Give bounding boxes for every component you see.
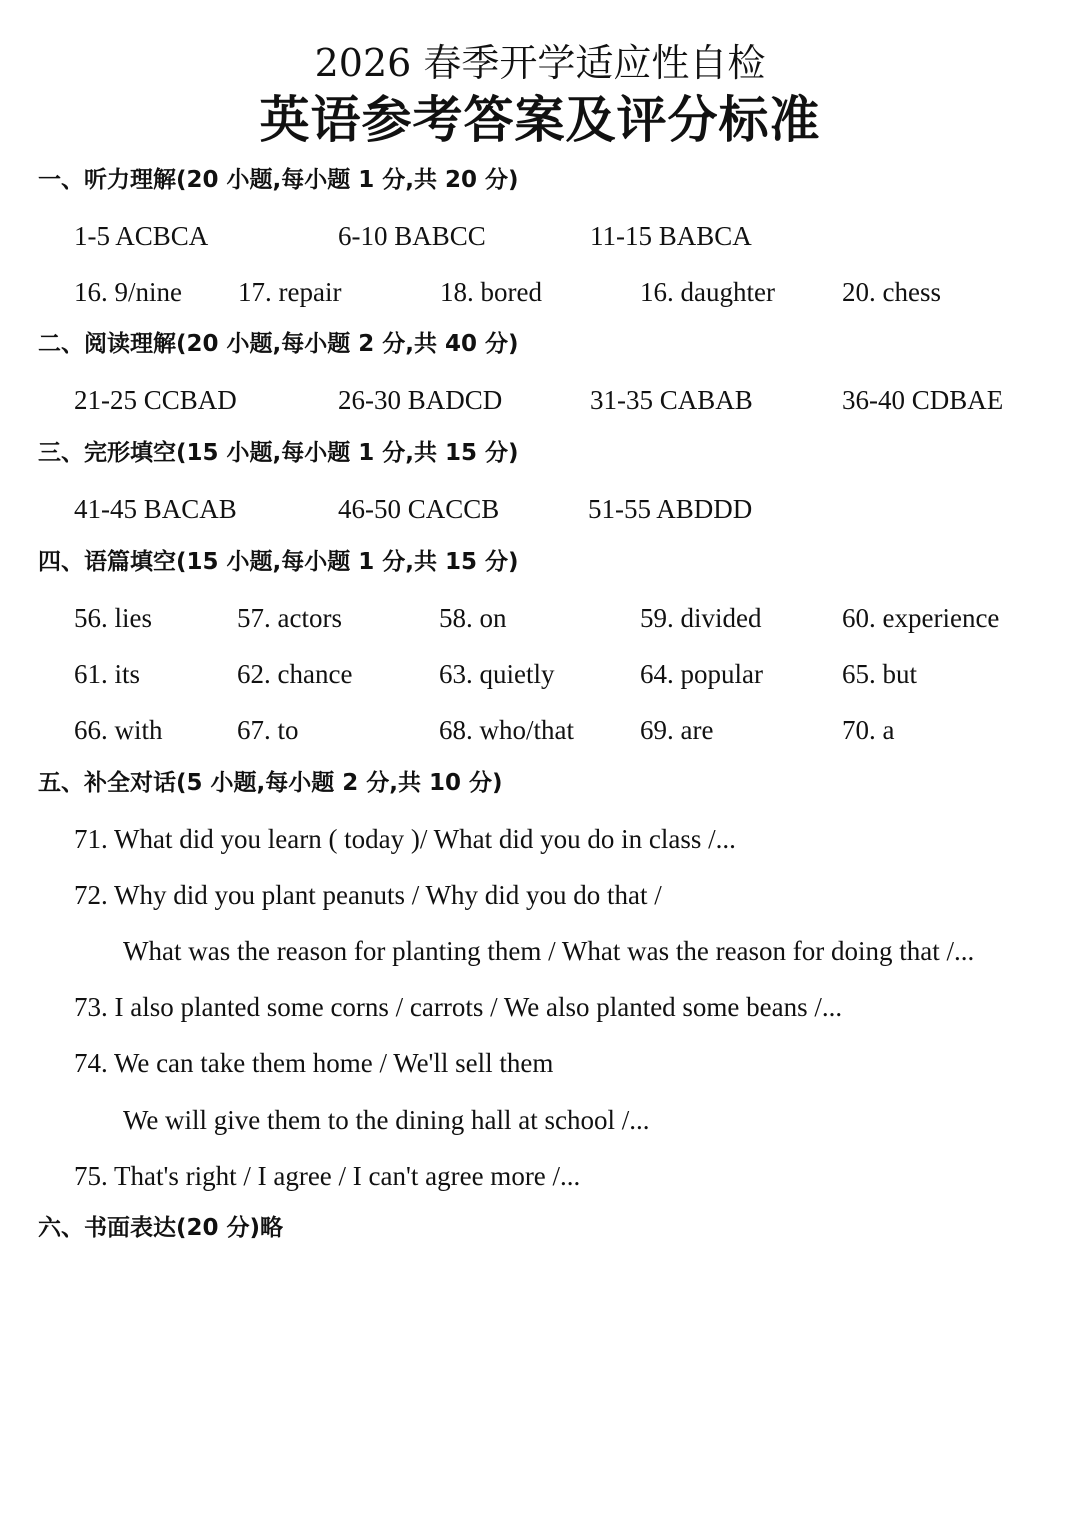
answer-group: 31-35 CABAB bbox=[590, 385, 753, 415]
answer-item: 59. divided bbox=[640, 603, 762, 633]
answer-row bbox=[74, 489, 1064, 529]
answer-item: 20. chess bbox=[842, 277, 941, 307]
answer-row bbox=[74, 380, 1064, 420]
answer-item: 64. popular bbox=[640, 659, 763, 689]
document-title: 英语参考答案及评分标准 bbox=[259, 91, 821, 149]
answer-row bbox=[74, 272, 1064, 312]
answer-group: 6-10 BABCC bbox=[338, 221, 486, 251]
dialogue-answer-74-cont: We will give them to the dining hall at school /... bbox=[123, 1105, 650, 1135]
answer-item: 69. are bbox=[640, 715, 714, 745]
answer-item: 68. who/that bbox=[439, 715, 574, 745]
answer-item: 63. quietly bbox=[439, 659, 555, 689]
answer-item: 16. 9/nine bbox=[74, 277, 182, 307]
answer-group: 1-5 ACBCA bbox=[74, 221, 209, 251]
answer-item: 60. experience bbox=[842, 603, 1000, 633]
dialogue-answer-75: 75. That's right / I agree / I can't agree more /... bbox=[74, 1161, 581, 1191]
dialogue-answer-72: 72. Why did you plant peanuts / Why did you do that / bbox=[74, 880, 662, 910]
section-heading-listening: 一、听力理解(20 小题,每小题 1 分,共 20 分) bbox=[38, 167, 519, 193]
section-heading-reading: 二、阅读理解(20 小题,每小题 2 分,共 40 分) bbox=[38, 331, 519, 357]
answer-group: 26-30 BADCD bbox=[338, 385, 503, 415]
answer-item: 17. repair bbox=[238, 277, 342, 307]
dialogue-answer-72-cont: What was the reason for planting them / What was the reason for doing that /... bbox=[123, 936, 975, 966]
answer-group: 11-15 BABCA bbox=[590, 221, 752, 251]
answer-row bbox=[74, 598, 1064, 638]
answer-item: 67. to bbox=[237, 715, 299, 745]
answer-item: 70. a bbox=[842, 715, 895, 745]
dialogue-answer-71: 71. What did you learn ( today )/ What did you do in class /... bbox=[74, 824, 736, 854]
answer-item: 65. but bbox=[842, 659, 918, 689]
section-heading-writing: 六、书面表达(20 分)略 bbox=[38, 1215, 284, 1241]
answer-item: 66. with bbox=[74, 715, 163, 745]
answer-group: 51-55 ABDDD bbox=[588, 494, 753, 524]
section-heading-dialogue: 五、补全对话(5 小题,每小题 2 分,共 10 分) bbox=[38, 770, 503, 796]
answer-item: 61. its bbox=[74, 659, 141, 689]
answer-group: 36-40 CDBAE bbox=[842, 385, 1004, 415]
dialogue-answer-74: 74. We can take them home / We'll sell them bbox=[74, 1048, 554, 1078]
answer-item: 62. chance bbox=[237, 659, 353, 689]
exam-title: 2026 春季开学适应性自检 bbox=[314, 41, 766, 85]
answer-group: 46-50 CACCB bbox=[338, 494, 500, 524]
answer-item: 16. daughter bbox=[640, 277, 775, 307]
answer-group: 21-25 CCBAD bbox=[74, 385, 237, 415]
answer-item: 18. bored bbox=[440, 277, 542, 307]
answer-row bbox=[74, 654, 1064, 694]
dialogue-answer-73: 73. I also planted some corns / carrots / We also planted some beans /... bbox=[74, 992, 843, 1022]
answer-item: 58. on bbox=[439, 603, 507, 633]
answer-item: 57. actors bbox=[237, 603, 342, 633]
answer-group: 41-45 BACAB bbox=[74, 494, 237, 524]
section-heading-cloze: 三、完形填空(15 小题,每小题 1 分,共 15 分) bbox=[38, 440, 519, 466]
answer-item: 56. lies bbox=[74, 603, 152, 633]
section-heading-passage-fill: 四、语篇填空(15 小题,每小题 1 分,共 15 分) bbox=[38, 549, 519, 575]
answer-row bbox=[74, 710, 1064, 750]
answer-row bbox=[74, 216, 1064, 256]
